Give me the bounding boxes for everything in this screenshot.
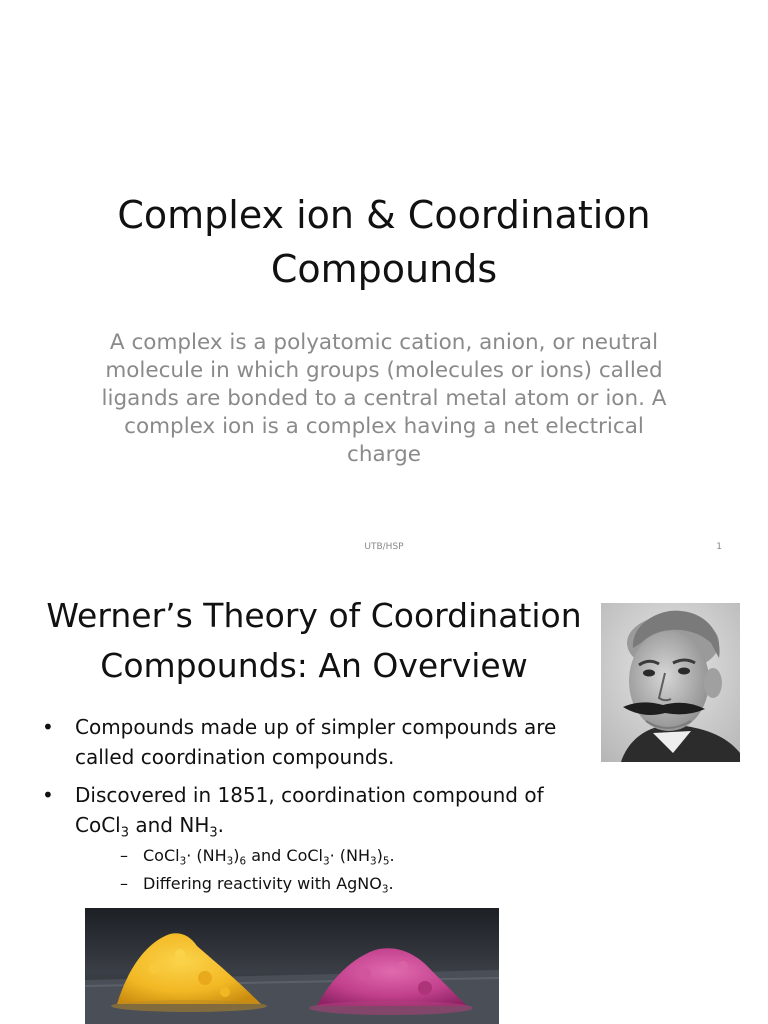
slide-2: [0, 575, 768, 1024]
sub-bullet-1-text: CoCl$_3$· $(NH_3)_6$ and CoCl$_3$· $(NH_3)_5$.: [143, 846, 395, 868]
slide-1-title-line-2: Compounds: [270, 247, 498, 291]
bullet-1-text: Compounds made up of simpler compounds are called coordination compounds.: [75, 715, 557, 769]
sub-bullet-item-1: [110, 842, 598, 870]
slide-2-title-line-2: Compounds: An Overview: [100, 646, 528, 685]
sub-bullet-2-text: Differing reactivity with AgNO$_3$.: [143, 874, 394, 896]
bullet-list: [38, 712, 598, 906]
sub-bullet-marker: –: [120, 846, 128, 865]
bullet-2-formula: CoCl$_3$ and $NH_3$.: [75, 813, 224, 841]
slide-1-subtitle: A complex is a polyatomic cation, anion, or neutral molecule in which groups (molecules or ions) called ligands are bonded to a central metal atom or ion. A complex ion is a complex having a net electrical charge: [101, 330, 667, 467]
slide-1-footer: UTB/HSP: [364, 542, 404, 552]
slide-2-title-line-1: Werner’s Theory of Coordination: [46, 596, 582, 635]
bullet-item-2: [38, 780, 598, 898]
portrait-photo-icon: [601, 603, 740, 762]
slide-1-title: [60, 188, 708, 296]
sub-bullet-list: [75, 842, 598, 898]
bullet-marker: •: [42, 715, 54, 739]
bullet-item-1: [38, 712, 598, 772]
bullet-2-text: Discovered in 1851, coordination compound of: [75, 783, 544, 807]
slide-1-title-line-1: Complex ion & Coordination: [117, 193, 651, 237]
sub-bullet-marker: –: [120, 874, 128, 893]
bullet-marker: •: [42, 783, 54, 807]
slide-2-title: [16, 591, 612, 691]
sub-bullet-item-2: [110, 870, 598, 898]
slide-1-page-number: 1: [716, 542, 722, 552]
powder-samples-photo-icon: [85, 908, 499, 1024]
